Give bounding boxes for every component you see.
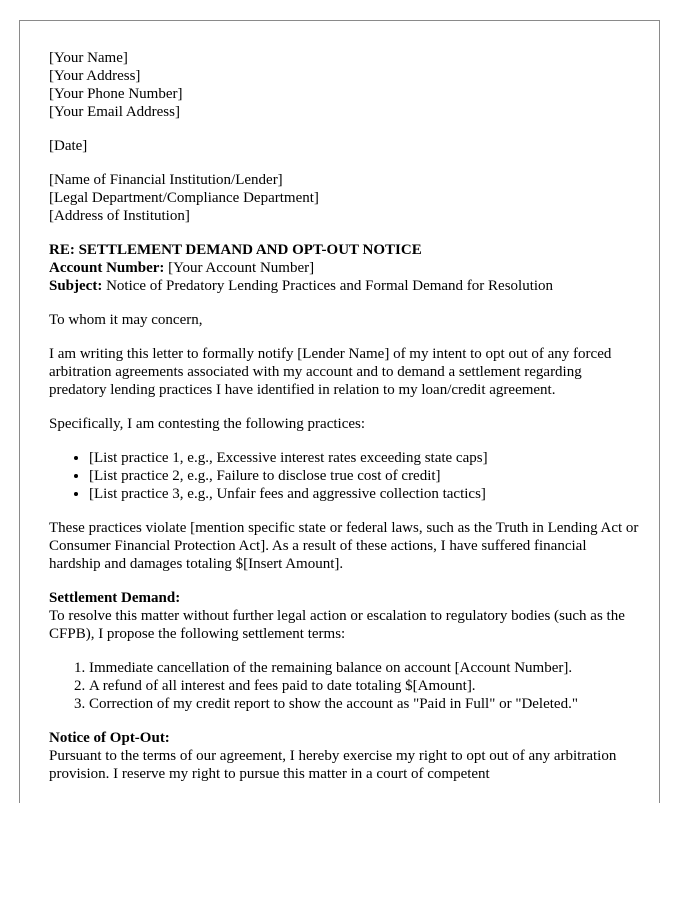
recipient-institution: [Name of Financial Institution/Lender] bbox=[49, 172, 283, 188]
sender-address: [Your Address] bbox=[49, 68, 141, 84]
settlement-intro: To resolve this matter without further legal action or escalation to regulatory bodies (such as the CFPB), I propose the following settlement terms: bbox=[49, 608, 625, 642]
salutation: To whom it may concern, bbox=[49, 312, 203, 328]
account-number-value: [Your Account Number] bbox=[164, 260, 315, 276]
list-item: 1. Immediate cancellation of the remaining balance on account [Account Number]. bbox=[89, 659, 641, 677]
subject-value: Notice of Predatory Lending Practices and Formal Demand for Resolution bbox=[102, 278, 554, 294]
violation-paragraph: These practices violate [mention specific state or federal laws, such as the Truth in Lending Act or Consumer Financial Protection Act]. As a result of these actions, I have suffered financial hardship and damages totaling $[Insert Amount]. bbox=[49, 520, 639, 572]
recipient-address: [Address of Institution] bbox=[49, 208, 190, 224]
list-item: 2. A refund of all interest and fees paid to date totaling $[Amount]. bbox=[89, 677, 641, 695]
header-block bbox=[49, 241, 641, 295]
recipient-block bbox=[49, 171, 641, 225]
re-line: RE: SETTLEMENT DEMAND AND OPT-OUT NOTICE bbox=[49, 242, 422, 258]
opt-out-section bbox=[49, 729, 641, 783]
practices-list bbox=[49, 449, 641, 503]
subject-label: Subject: bbox=[49, 278, 103, 294]
list-item: • [List practice 3, e.g., Unfair fees and aggressive collection tactics] bbox=[89, 485, 641, 503]
settlement-terms-list bbox=[49, 659, 641, 713]
list-item: • [List practice 2, e.g., Failure to disclose true cost of credit] bbox=[89, 467, 641, 485]
sender-email: [Your Email Address] bbox=[49, 104, 180, 120]
settlement-section bbox=[49, 589, 641, 643]
letter-page bbox=[19, 20, 660, 803]
sender-phone: [Your Phone Number] bbox=[49, 86, 183, 102]
letter-content bbox=[49, 49, 641, 783]
list-item: • [List practice 1, e.g., Excessive interest rates exceeding state caps] bbox=[89, 449, 641, 467]
sender-name: [Your Name] bbox=[49, 50, 128, 66]
intro-paragraph: I am writing this letter to formally notify [Lender Name] of my intent to opt out of any forced arbitration agreements associated with my account and to demand a settlement regarding predatory lending practices I have identified in relation to my loan/credit agreement. bbox=[49, 346, 612, 398]
opt-out-heading: Notice of Opt-Out: bbox=[49, 730, 170, 746]
sender-block bbox=[49, 49, 641, 121]
settlement-heading: Settlement Demand: bbox=[49, 590, 181, 606]
date-block bbox=[49, 137, 641, 155]
recipient-department: [Legal Department/Compliance Department] bbox=[49, 190, 319, 206]
opt-out-text: Pursuant to the terms of our agreement, I hereby exercise my right to opt out of any arbitration provision. I reserve my right to pursue this matter in a court of competent bbox=[49, 748, 617, 782]
list-item: 3. Correction of my credit report to show the account as "Paid in Full" or "Deleted." bbox=[89, 695, 641, 713]
account-number-line bbox=[49, 259, 641, 277]
subject-line bbox=[49, 277, 641, 295]
contest-intro: Specifically, I am contesting the following practices: bbox=[49, 416, 366, 432]
letter-date: [Date] bbox=[49, 138, 88, 154]
account-number-label: Account Number: bbox=[49, 260, 165, 276]
